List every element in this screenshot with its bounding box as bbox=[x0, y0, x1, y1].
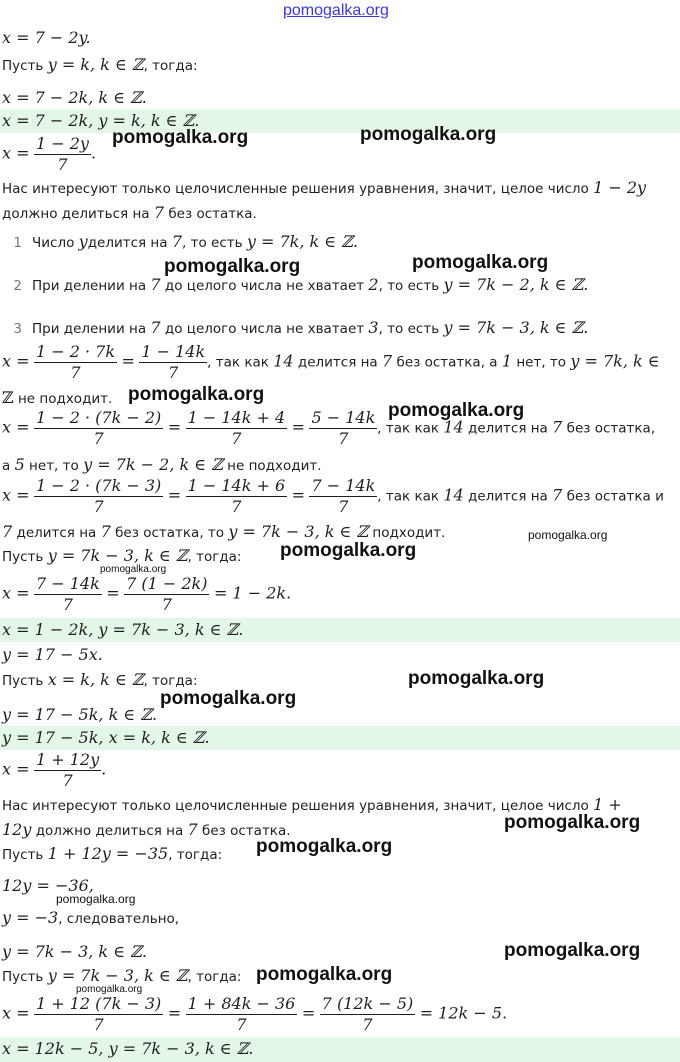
watermark: pomogalka.org bbox=[504, 940, 641, 961]
watermark: pomogalka.org bbox=[56, 892, 136, 906]
math: y = 7k − 2, k ∈ ℤ. bbox=[443, 275, 589, 294]
watermark: pomogalka.org bbox=[256, 964, 393, 985]
rhs: = 12k − 5. bbox=[419, 1003, 508, 1023]
numerator: 1 + 84k − 36 bbox=[187, 994, 296, 1013]
text: не подходит. bbox=[222, 458, 322, 474]
numerator: 7 (1 − 2k) bbox=[126, 574, 208, 593]
text: , так как bbox=[207, 354, 274, 371]
text: При делении на bbox=[32, 321, 151, 337]
fraction bbox=[34, 134, 91, 175]
watermark: pomogalka.org bbox=[360, 124, 497, 145]
text: Пусть bbox=[2, 847, 48, 863]
denominator: 7 bbox=[93, 497, 104, 516]
fraction bbox=[186, 408, 288, 449]
lhs: x = bbox=[2, 759, 30, 779]
denominator: 7 bbox=[338, 429, 349, 448]
answer-highlight bbox=[0, 1037, 680, 1062]
denominator: 7 bbox=[62, 595, 73, 614]
equals: = bbox=[301, 1003, 316, 1023]
lhs: x = bbox=[2, 143, 30, 163]
equals: = bbox=[121, 351, 135, 371]
text: , то есть bbox=[182, 235, 247, 251]
math: 7 bbox=[171, 232, 183, 251]
text-line bbox=[2, 670, 680, 689]
text: без остатка, то bbox=[110, 525, 229, 541]
equals: = bbox=[167, 1003, 182, 1023]
case-item-3 bbox=[2, 318, 680, 337]
answer-highlight bbox=[0, 109, 680, 133]
denominator: 7 bbox=[93, 429, 104, 448]
math: 12y bbox=[2, 820, 32, 839]
text: При делении на bbox=[32, 278, 151, 294]
numerator: 7 (12k − 5) bbox=[321, 994, 414, 1013]
math: 7 bbox=[150, 318, 161, 337]
fraction bbox=[34, 408, 163, 449]
denominator: 7 bbox=[231, 497, 242, 516]
equation-line: y = 17 − 5x. bbox=[2, 645, 103, 664]
math: 7 bbox=[552, 417, 563, 437]
math: ℤ bbox=[2, 388, 14, 407]
numerator: 1 − 2 · 7k bbox=[35, 342, 116, 361]
math: y = 7k − 2, k ∈ ℤ bbox=[83, 455, 223, 474]
period: . bbox=[101, 759, 107, 779]
denominator: 7 bbox=[362, 1015, 373, 1034]
text: Нас интересуют только целочисленные решения уравнения, значит, целое число bbox=[2, 798, 594, 814]
lhs: x = bbox=[2, 351, 30, 371]
math: 5 bbox=[14, 455, 25, 474]
denominator: 7 bbox=[231, 429, 242, 448]
text: без остатка. bbox=[164, 206, 257, 222]
text: Число bbox=[32, 235, 79, 251]
watermark: pomogalka.org bbox=[100, 564, 167, 575]
math: y bbox=[78, 232, 88, 251]
math: 2 bbox=[368, 275, 379, 294]
math: 7 bbox=[2, 522, 13, 541]
equation-line: x = 7 − 2k, k ∈ ℤ. bbox=[2, 88, 147, 107]
numerator: 1 + 12 (7k − 3) bbox=[35, 994, 162, 1013]
case-item-1 bbox=[2, 232, 680, 251]
math: y = 7k, k ∈ ℤ. bbox=[246, 232, 358, 251]
text-line bbox=[2, 455, 680, 474]
math: y = 7k, k ∈ bbox=[570, 351, 660, 371]
numerator: 7 − 14k bbox=[35, 574, 100, 593]
text-line bbox=[2, 178, 680, 197]
math: y = −3 bbox=[2, 908, 59, 927]
text: Пусть bbox=[2, 673, 48, 689]
denominator: 7 bbox=[62, 771, 73, 790]
fraction bbox=[309, 408, 377, 449]
numerator: 5 − 14k bbox=[311, 408, 376, 427]
case-number: 2 bbox=[13, 278, 22, 294]
fraction bbox=[34, 750, 101, 791]
equals: = bbox=[291, 485, 306, 505]
fraction bbox=[309, 476, 377, 517]
watermark: pomogalka.org bbox=[408, 668, 545, 689]
math: 1 bbox=[501, 351, 513, 371]
fraction bbox=[186, 476, 288, 517]
fraction bbox=[34, 476, 163, 517]
denominator: 7 bbox=[168, 363, 179, 382]
text-line bbox=[2, 55, 680, 74]
text: делится на bbox=[463, 488, 553, 505]
math: 1 − 2y bbox=[593, 178, 647, 197]
math: 7 bbox=[382, 351, 393, 371]
answer-text: x = 12k − 5, y = 7k − 3, k ∈ ℤ. bbox=[2, 1039, 254, 1058]
fraction bbox=[34, 342, 117, 383]
equals: = bbox=[167, 485, 182, 505]
text: делится на bbox=[87, 235, 172, 251]
math: y = 7k − 3, k ∈ ℤ. bbox=[443, 318, 589, 337]
equals: = bbox=[106, 583, 120, 603]
equation-line: y = 17 − 5k, k ∈ ℤ. bbox=[2, 705, 158, 724]
watermark: pomogalka.org bbox=[164, 256, 301, 277]
text: Пусть bbox=[2, 969, 48, 985]
numerator: 7 − 14k bbox=[311, 476, 376, 495]
watermark: pomogalka.org bbox=[280, 540, 417, 561]
fraction-line bbox=[2, 574, 680, 615]
math: x = k, k ∈ ℤ bbox=[47, 670, 144, 689]
answer-highlight bbox=[0, 618, 680, 642]
equation-line: 12y = −36, bbox=[2, 876, 94, 895]
text: не подходит. bbox=[13, 391, 113, 407]
text: без остатка и bbox=[562, 488, 664, 505]
math: 7 bbox=[187, 820, 198, 839]
fraction bbox=[34, 994, 163, 1035]
watermark: pomogalka.org bbox=[412, 252, 549, 273]
answer-text: y = 17 − 5k, x = k, k ∈ ℤ. bbox=[2, 728, 210, 747]
text: , так как bbox=[377, 420, 444, 437]
fraction-line bbox=[2, 408, 680, 449]
text: , тогда: bbox=[187, 969, 242, 985]
case-number: 1 bbox=[13, 235, 22, 251]
numerator: 1 − 2 · (7k − 3) bbox=[35, 476, 162, 495]
lhs: x = bbox=[2, 417, 30, 437]
rhs: = 1 − 2k. bbox=[213, 583, 292, 603]
equation-line: y = 7k − 3, k ∈ ℤ. bbox=[2, 942, 147, 961]
watermark: pomogalka.org bbox=[112, 127, 249, 148]
fraction bbox=[139, 342, 207, 383]
text-line bbox=[2, 203, 680, 222]
math: y = 7k − 3, k ∈ ℤ bbox=[228, 522, 369, 541]
text: , тогда: bbox=[187, 549, 242, 565]
case-number: 3 bbox=[13, 321, 22, 337]
numerator: 1 − 2 · (7k − 2) bbox=[35, 408, 162, 427]
math: 7 bbox=[552, 485, 563, 505]
math: 7 bbox=[100, 522, 111, 541]
fraction bbox=[320, 994, 416, 1035]
math: 7 bbox=[153, 203, 165, 222]
text: делится на bbox=[463, 420, 553, 437]
text: без остатка, а bbox=[392, 354, 502, 371]
denominator: 7 bbox=[93, 1015, 104, 1034]
watermark: pomogalka.org bbox=[256, 836, 393, 857]
math: y = k, k ∈ ℤ bbox=[47, 55, 144, 74]
watermark: pomogalka.org bbox=[528, 528, 608, 542]
fraction bbox=[124, 574, 209, 615]
lhs: x = bbox=[2, 583, 30, 603]
text: а bbox=[2, 458, 15, 474]
case-item-2 bbox=[2, 275, 680, 294]
math: 14 bbox=[443, 485, 464, 505]
lhs: x = bbox=[2, 1003, 30, 1023]
text: до целого числа не хватает bbox=[160, 278, 369, 294]
math: y = 7k − 3, k ∈ ℤ bbox=[47, 546, 188, 565]
denominator: 7 bbox=[236, 1015, 247, 1034]
text: , тогда: bbox=[143, 673, 198, 689]
text: нет, то bbox=[512, 354, 571, 371]
watermark: pomogalka.org bbox=[76, 984, 143, 995]
equals: = bbox=[291, 417, 306, 437]
text: Нас интересуют только целочисленные решения уравнения, значит, целое число bbox=[2, 181, 594, 197]
numerator: 1 − 14k bbox=[141, 342, 206, 361]
text: делится на bbox=[12, 525, 101, 541]
fraction-line bbox=[2, 134, 680, 175]
text: нет, то bbox=[24, 458, 84, 474]
denominator: 7 bbox=[57, 155, 68, 174]
watermark: pomogalka.org bbox=[160, 688, 297, 709]
period: . bbox=[90, 143, 97, 163]
equals: = bbox=[167, 417, 182, 437]
answer-highlight bbox=[0, 726, 680, 750]
watermark: pomogalka.org bbox=[504, 812, 641, 833]
math: 7 bbox=[150, 275, 161, 294]
answer-text: x = 1 − 2k, y = 7k − 3, k ∈ ℤ. bbox=[2, 620, 244, 639]
fraction-line bbox=[2, 994, 680, 1035]
text: Пусть bbox=[2, 549, 48, 565]
text: , так как bbox=[377, 488, 444, 505]
text-line bbox=[2, 388, 680, 407]
numerator: 1 − 14k + 6 bbox=[187, 476, 286, 495]
answer-text: x = 7 − 2k, y = k, k ∈ ℤ. bbox=[2, 111, 200, 130]
fraction-line bbox=[2, 476, 680, 517]
text: Пусть bbox=[2, 58, 48, 74]
text: до целого числа не хватает bbox=[160, 321, 369, 337]
text: , то есть bbox=[378, 278, 444, 294]
text: без остатка. bbox=[197, 823, 291, 839]
lhs: x = bbox=[2, 485, 30, 505]
text: , тогда: bbox=[168, 847, 223, 863]
numerator: 1 + 12y bbox=[35, 750, 100, 769]
watermark: pomogalka.org bbox=[388, 400, 525, 421]
numerator: 1 − 2y bbox=[35, 134, 89, 153]
text: должно делиться на bbox=[31, 823, 188, 839]
math: 3 bbox=[368, 318, 379, 337]
denominator: 7 bbox=[70, 363, 81, 382]
equation-line: x = 7 − 2y. bbox=[2, 28, 91, 47]
text: подходит. bbox=[368, 525, 446, 541]
text: должно делиться на bbox=[2, 206, 154, 222]
math: 1 + bbox=[593, 795, 622, 814]
fraction-line bbox=[2, 342, 680, 383]
fraction-line bbox=[2, 750, 680, 791]
math: y = 7k − 3, k ∈ ℤ bbox=[47, 966, 188, 985]
denominator: 7 bbox=[161, 595, 172, 614]
fraction bbox=[186, 994, 298, 1035]
text: делится на bbox=[293, 354, 383, 371]
math: 14 bbox=[443, 417, 464, 437]
text: , то есть bbox=[378, 321, 444, 337]
watermark: pomogalka.org bbox=[128, 384, 265, 405]
math: 1 + 12y = −35 bbox=[47, 844, 169, 863]
site-header-link[interactable]: pomogalka.org bbox=[283, 2, 389, 19]
math: 14 bbox=[273, 351, 294, 371]
text: , следовательно, bbox=[58, 911, 180, 927]
text: , тогда: bbox=[143, 58, 198, 74]
text-line bbox=[2, 908, 680, 927]
denominator: 7 bbox=[338, 497, 349, 516]
text: без остатка, bbox=[562, 420, 656, 437]
numerator: 1 − 14k + 4 bbox=[187, 408, 286, 427]
fraction bbox=[34, 574, 102, 615]
